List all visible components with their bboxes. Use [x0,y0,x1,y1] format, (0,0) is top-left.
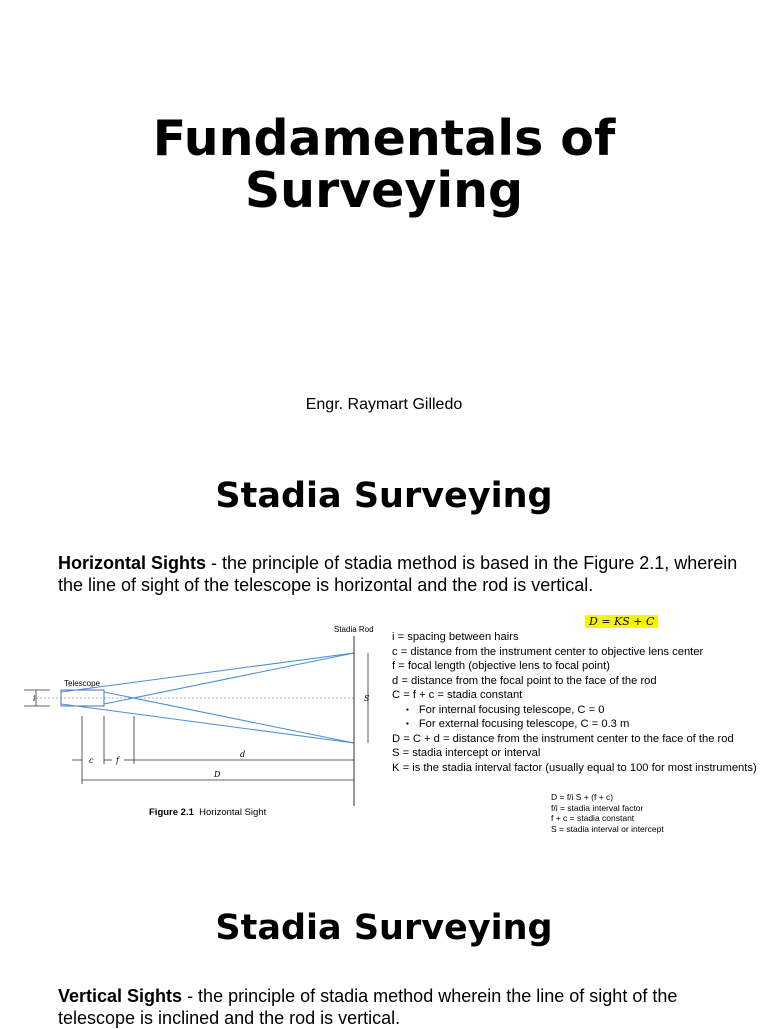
document-title [0,110,768,219]
label-i: i [33,694,36,703]
definition-d: d = distance from the focal point to the face of the rod [392,674,657,687]
label-stadia-rod: Stadia Rod [334,625,374,634]
definition-i: i = spacing between hairs [392,631,519,643]
definition-c: c = distance from the instrument center to objective lens center [392,645,704,658]
horizontal-sight-diagram [16,606,396,828]
caption-text: Horizontal Sight [199,807,267,818]
label-D: D [214,770,221,779]
label-c: c [89,756,94,765]
paragraph-text-2: - the principle of stadia method wherein the line of sight of the telescope is inclined and the rod is vertical. [58,986,678,1028]
definition-D: D = C + d = distance from the instrument center to the face of the rod [392,732,734,745]
note-2: f/i = stadia interval factor [551,802,644,813]
paragraph-vertical-sights [58,985,748,1029]
definition-K: K = is the stadia interval factor (usually equal to 100 for most instruments) [392,761,757,774]
sub-item-external: ▪ For external focusing telescope, C = 0.3 m [392,717,762,732]
caption-number: Figure 2.1 [149,807,194,818]
title-line-1: Fundamentals of [152,110,616,167]
section-heading-2: Stadia Surveying [215,908,553,948]
label-telescope: Telescope [64,679,101,688]
label-s: S [364,694,370,703]
definitions-list [392,630,762,775]
label-d: d [240,750,246,759]
definition-S: S = stadia intercept or interval [392,747,541,759]
definition-f: f = focal length (objective lens to focal point) [392,660,610,672]
label-f: f [116,756,119,765]
title-line-2: Surveying [244,162,524,219]
note-3: f + c = stadia constant [551,813,635,823]
term-vertical-sights: Vertical Sights [58,986,183,1006]
note-1: D = f/i S + (f + c) [551,792,614,802]
section-heading-1: Stadia Surveying [215,476,553,516]
author-name: Engr. Raymart Gilledo [305,396,463,413]
term-horizontal-sights: Horizontal Sights [58,553,206,573]
note-4: S = stadia interval or intercept [551,823,664,834]
stadia-formula: D = KS + C [585,615,658,628]
definition-C: C = f + c = stadia constant [392,689,523,701]
figure-caption [149,807,266,818]
sub-item-internal: ▪ For internal focusing telescope, C = 0 [392,703,762,718]
paragraph-text: - the principle of stadia method is based in the Figure 2.1, wherein the line of sight of the telescope is horizontal and the rod is vertical. [58,553,738,595]
paragraph-horizontal-sights [58,552,748,596]
formula-notes [551,792,664,834]
